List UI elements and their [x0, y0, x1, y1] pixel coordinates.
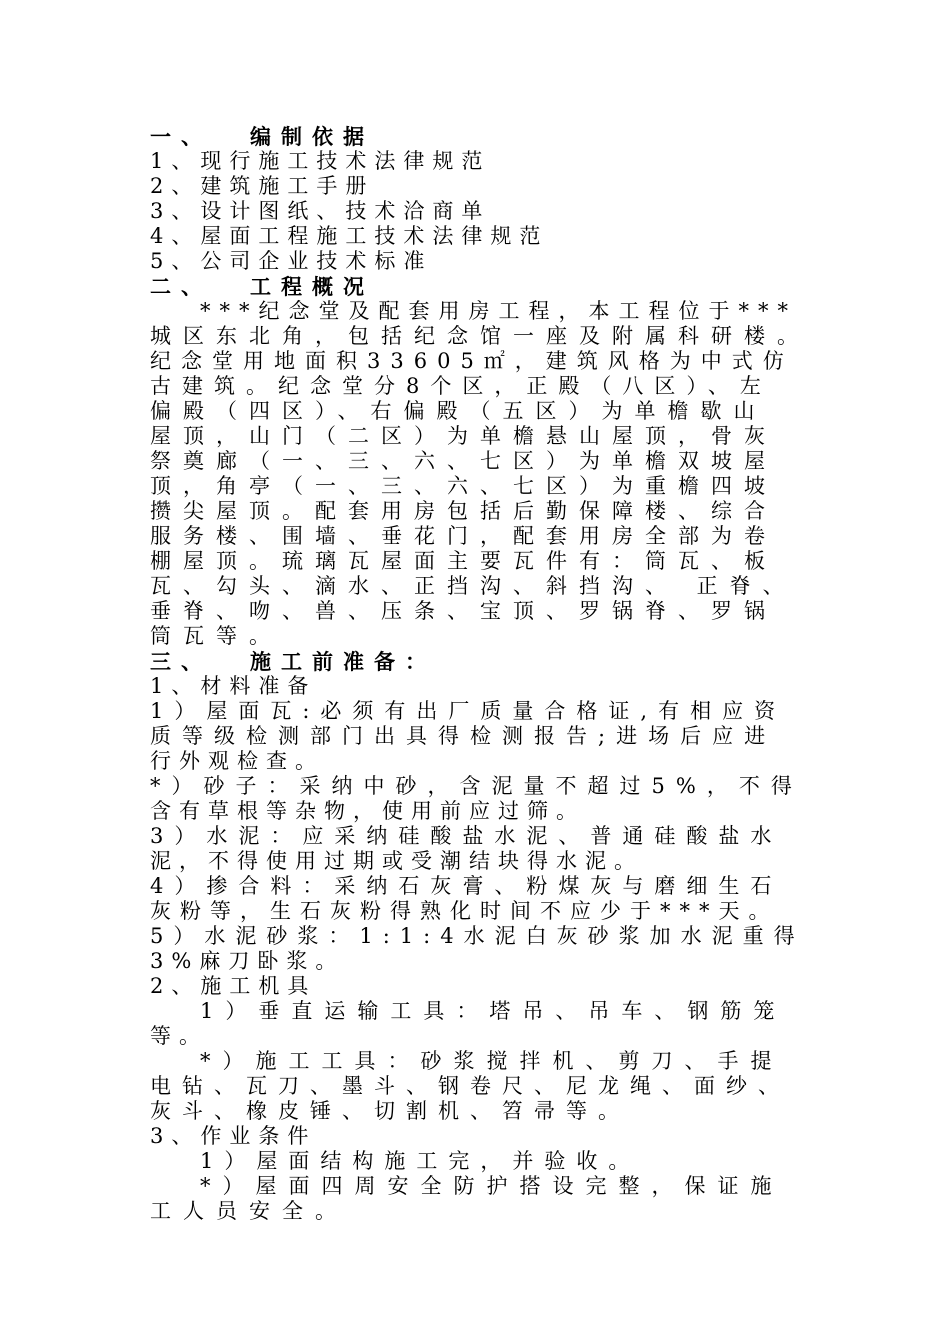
- paragraph-line: 质等级检测部门出具得检测报告;进场后应进: [150, 724, 777, 748]
- list-item: 3、设计图纸、技术洽商单: [150, 199, 491, 223]
- paragraph-line: 1）屋面瓦:必须有出厂质量合格证,有相应资: [150, 699, 787, 723]
- paragraph-line: 棚屋顶。琉璃瓦屋面主要瓦件有：筒瓦、板: [150, 549, 777, 573]
- paragraph-line: 瓦、勾头、滴水、正挡沟、斜挡沟、 正脊、: [150, 574, 796, 598]
- paragraph-line: 垂脊、吻、兽、压条、宝顶、罗锅脊、罗锅: [150, 599, 777, 623]
- section-number: 二、: [150, 274, 212, 299]
- paragraph-line: 1）屋面结构施工完，并验收。: [200, 1149, 641, 1173]
- list-item: 5、公司企业技术标准: [150, 249, 433, 273]
- paragraph-line: 4）掺合料：采纳石灰膏、粉煤灰与磨细生石: [150, 874, 783, 898]
- paragraph-line: 3%麻刀卧浆。: [150, 949, 345, 973]
- list-item: 4、屋面工程施工技术法律规范: [150, 224, 549, 248]
- paragraph-line: 祭奠廊（一、三、六、七区）为单檐双坡屋: [150, 449, 777, 473]
- paragraph-line: 顶，角亭（一、三、六、七区）为重檐四坡: [150, 474, 777, 498]
- section-heading-2: [150, 274, 820, 299]
- subsection-title: 2、施工机具: [150, 974, 317, 998]
- list-item: 1、现行施工技术法律规范: [150, 149, 491, 173]
- paragraph-line: 行外观检查。: [150, 749, 324, 773]
- paragraph-line: 偏殿（四区）、右偏殿（五区）为单檐歇山: [150, 399, 767, 423]
- paragraph-line: 服务楼、围墙、垂花门，配套用房全部为卷: [150, 524, 777, 548]
- list-item: 2、建筑施工手册: [150, 174, 375, 198]
- paragraph-line: 等。: [150, 1024, 208, 1048]
- paragraph-line: 1）垂直运输工具：塔吊、吊车、钢筋笼: [200, 999, 787, 1023]
- paragraph-line: 含有草根等杂物，使用前应过筛。: [150, 799, 585, 823]
- section-number: 一、: [150, 124, 212, 149]
- subsection-title: 1、材料准备: [150, 674, 317, 698]
- paragraph-line: *）屋面四周安全防护搭设完整，保证施: [200, 1174, 784, 1198]
- paragraph-line: 电钻、瓦刀、墨斗、钢卷尺、尼龙绳、面纱、: [150, 1074, 790, 1098]
- paragraph-line: 3）水泥：应采纳硅酸盐水泥、普通硅酸盐水: [150, 824, 783, 848]
- section-heading-3: [150, 649, 820, 674]
- paragraph-line: 攒尖屋顶。配套用房包括后勤保障楼、综合: [150, 499, 777, 523]
- paragraph-line: ***纪念堂及配套用房工程，本工程位于***: [200, 299, 797, 323]
- paragraph-line: 古建筑。纪念堂分8个区，正殿（八区）、左: [150, 374, 772, 398]
- paragraph-line: 筒瓦等。: [150, 624, 282, 648]
- paragraph-line: 灰粉等，生石灰粉得熟化时间不应少于***天。: [150, 899, 779, 923]
- document-page: [150, 124, 820, 1224]
- section-heading-1: [150, 124, 820, 149]
- paragraph-line: 纪念堂用地面积33605㎡，建筑风格为中式仿: [150, 349, 794, 373]
- paragraph-line: 屋顶，山门（二区）为单檐悬山屋顶，骨灰: [150, 424, 777, 448]
- paragraph-line: 5）水泥砂浆：1:1:4水泥白灰砂浆加水泥重得: [150, 924, 805, 948]
- section-title: 施工前准备：: [250, 649, 436, 674]
- section-number: 三、: [150, 649, 212, 674]
- paragraph-line: 城区东北角，包括纪念馆一座及附属科研楼。: [150, 324, 810, 348]
- paragraph-line: 灰斗、橡皮锤、切割机、笤帚等。: [150, 1099, 630, 1123]
- section-title: 编制依据: [250, 124, 374, 149]
- paragraph-line: 工人员安全。: [150, 1199, 348, 1223]
- paragraph-line: *）砂子：采纳中砂，含泥量不超过5%，不得: [150, 774, 803, 798]
- paragraph-line: *）施工工具：砂浆搅拌机、剪刀、手提: [200, 1049, 784, 1073]
- section-title: 工程概况: [250, 274, 374, 299]
- paragraph-line: 泥，不得使用过期或受潮结块得水泥。: [150, 849, 643, 873]
- subsection-title: 3、作业条件: [150, 1124, 317, 1148]
